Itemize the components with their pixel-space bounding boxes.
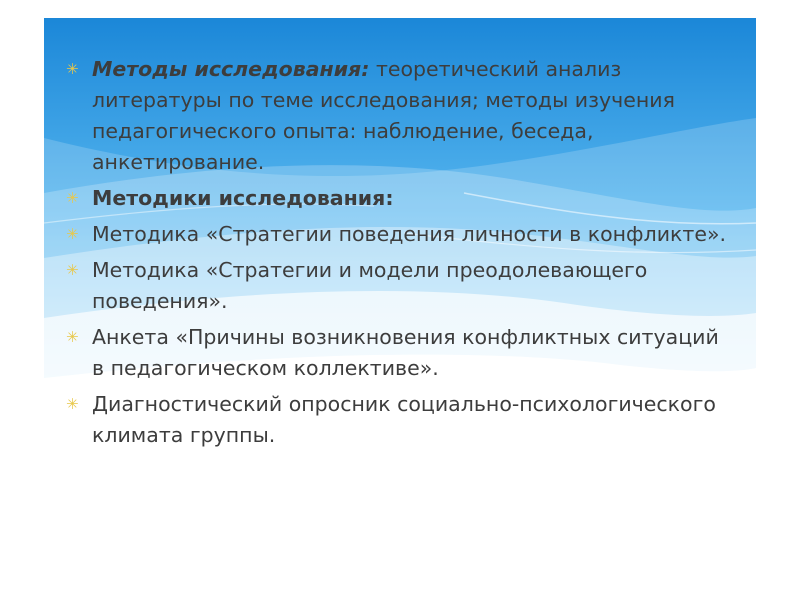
methods-text: теоретический анализ литературы по теме исследования; методы изучения педагогического опыта: наблюдение, беседа, анкетирование.: [92, 57, 675, 174]
asterisk-bullet-icon: ✳: [66, 189, 79, 207]
list-item-questionnaire: [64, 322, 734, 384]
list-item-methods: [64, 54, 734, 178]
technique-1-text: Методика «Стратегии поведения личности в конфликте».: [92, 222, 727, 246]
diagnostic-text: Диагностический опросник социально-психологического климата группы.: [92, 392, 716, 447]
bullet-list: [64, 54, 734, 451]
methods-label: Методы исследования:: [92, 57, 370, 81]
list-item-diagnostic: [64, 389, 734, 451]
asterisk-bullet-icon: ✳: [66, 328, 79, 346]
asterisk-bullet-icon: ✳: [66, 261, 79, 279]
technique-2-text: Методика «Стратегии и модели преодолевающего поведения».: [92, 258, 648, 313]
asterisk-bullet-icon: ✳: [66, 395, 79, 413]
slide-content: [64, 54, 734, 456]
list-item-technique-2: [64, 255, 734, 317]
asterisk-bullet-icon: ✳: [66, 225, 79, 243]
list-item-technique-1: [64, 219, 734, 250]
asterisk-bullet-icon: ✳: [66, 60, 79, 78]
questionnaire-text: Анкета «Причины возникновения конфликтных ситуаций в педагогическом коллективе».: [92, 325, 719, 380]
presentation-slide: [44, 18, 756, 581]
list-item-techniques-heading: [64, 183, 734, 214]
techniques-heading: Методики исследования:: [92, 186, 394, 210]
